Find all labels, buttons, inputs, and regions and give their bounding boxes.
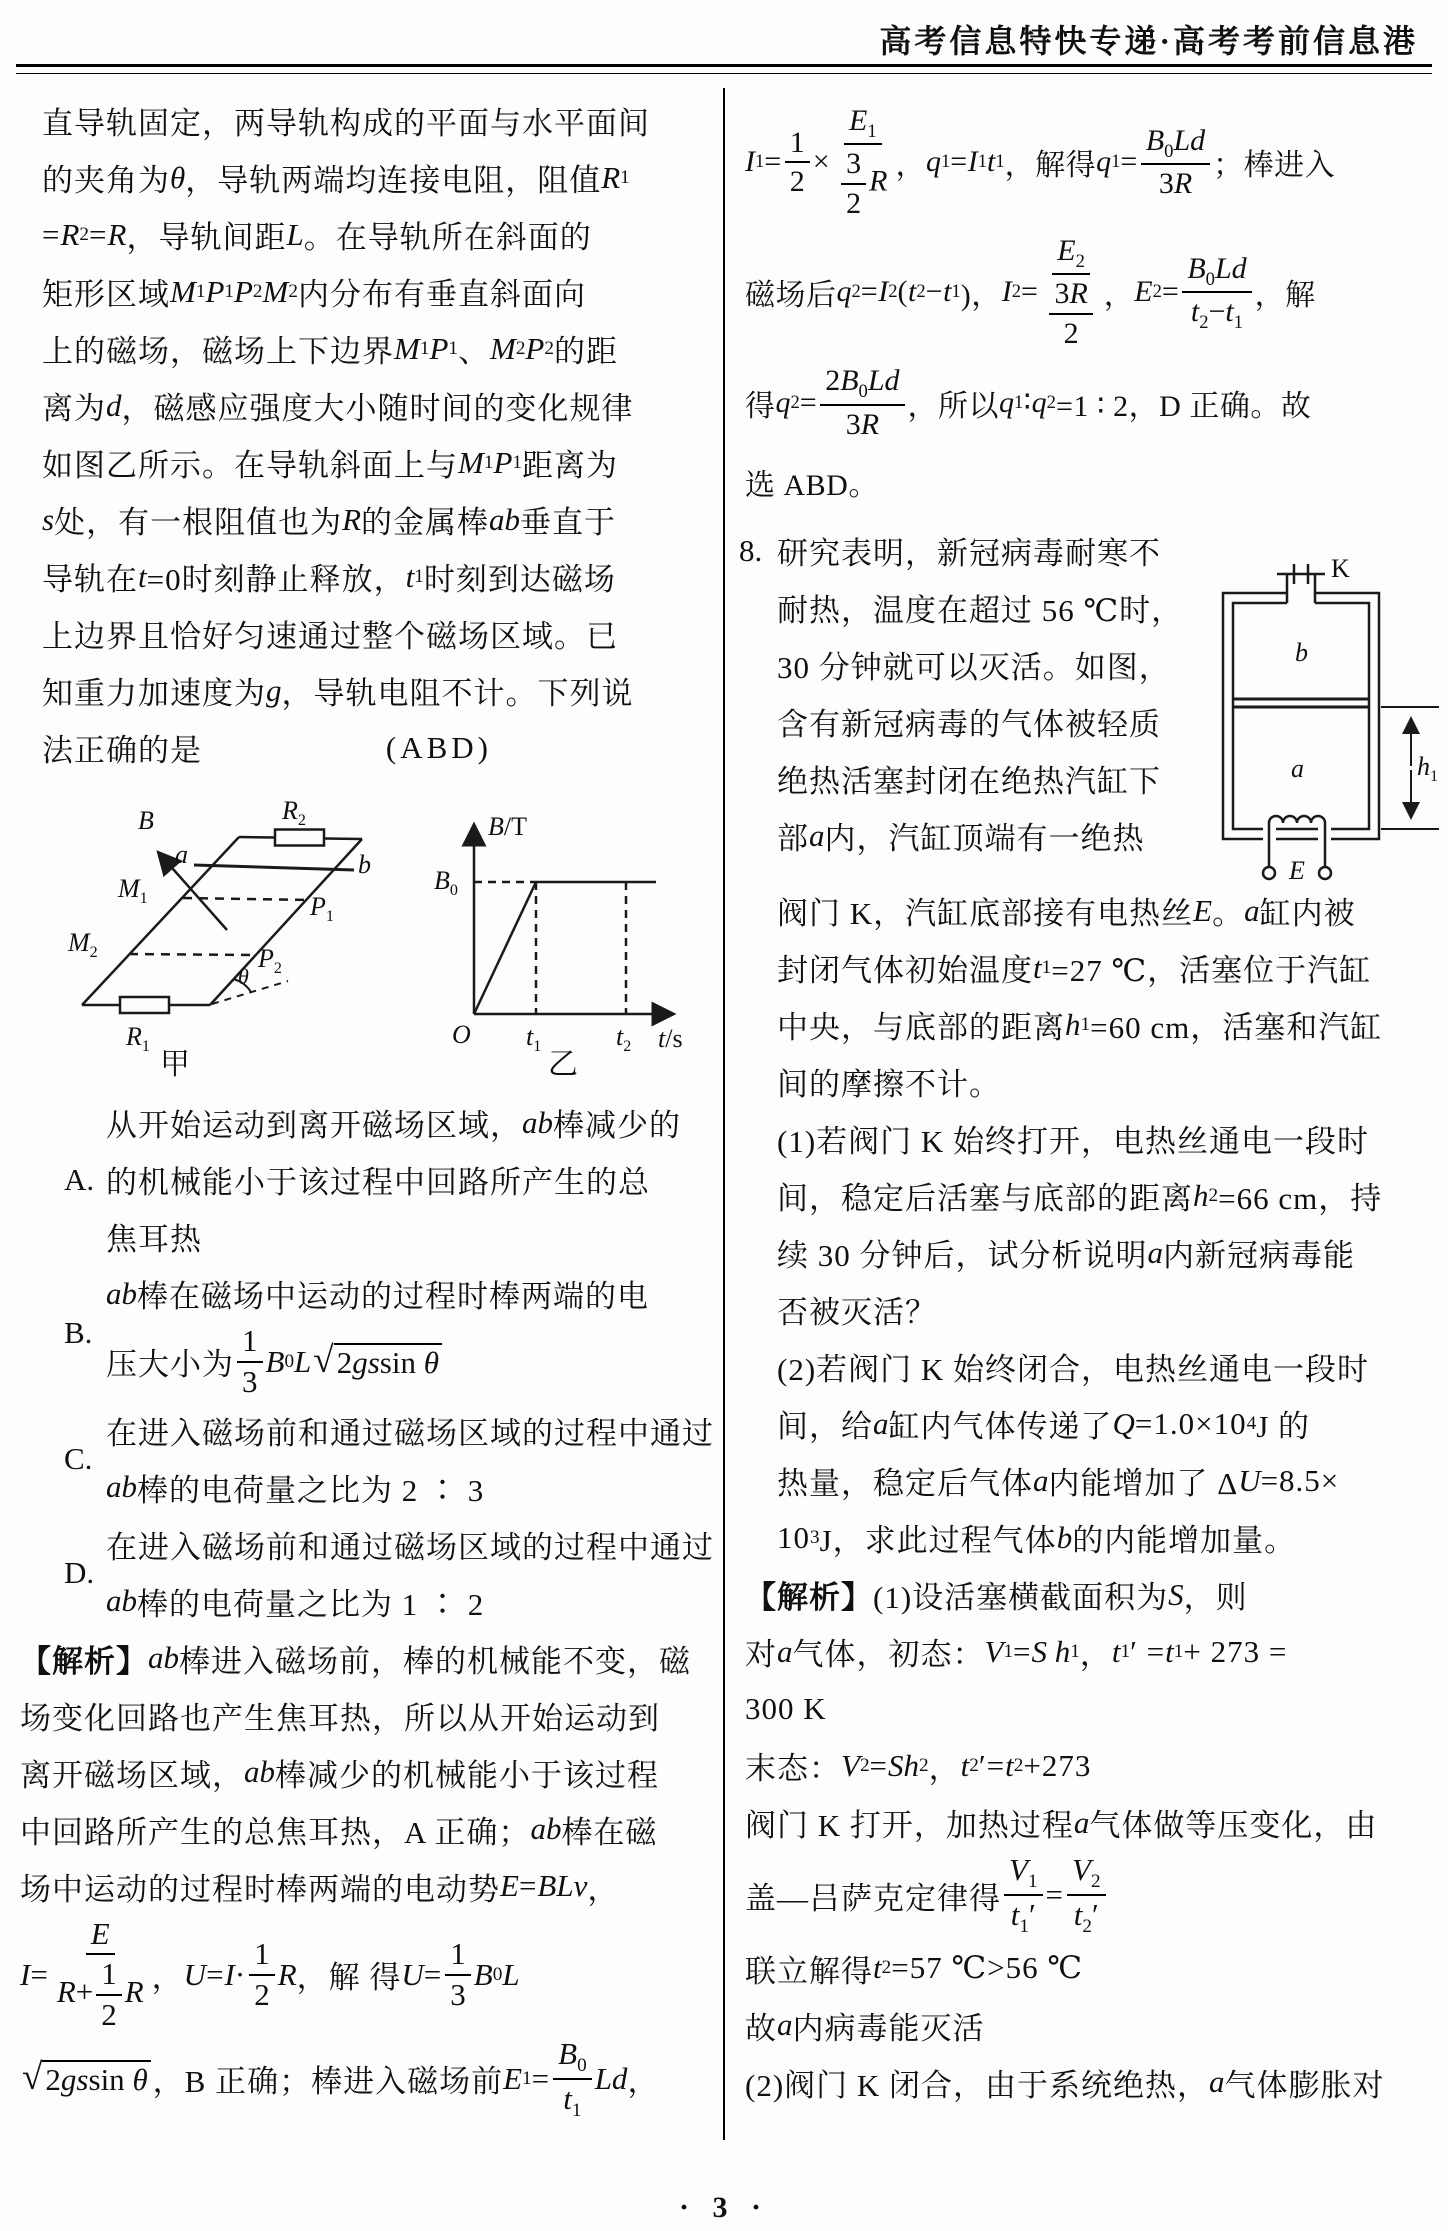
label-B-vector: B bbox=[138, 806, 154, 835]
label-valve-K: K bbox=[1331, 554, 1350, 584]
formula-line: 选 ABD。 bbox=[745, 468, 879, 502]
option-line: 在进入磁场前和通过磁场区域的过程中通过 bbox=[106, 1415, 714, 1451]
formula-line: I 1 = $\frac{1}{2}$ × $E_1$ $\frac{3}{2}$ R ， q 1 = I 1 t 1 ，解得 q 1 = $\frac{B_0Ld}{3R}$ ；棒进入 bbox=[745, 104, 1336, 220]
analysis-line: 场中运动的过程时棒两端的电动势 E = BLv ， bbox=[20, 1868, 620, 1907]
cylinder-diagram bbox=[1149, 526, 1448, 906]
analysis-line: 场变化回路也产生焦耳热，所以从开始运动到 bbox=[20, 1700, 660, 1736]
problem-text-paragraph bbox=[42, 92, 704, 719]
label-P1: $P_1$ bbox=[310, 892, 334, 926]
text-line: 上边界且恰好匀速通过整个磁场区域。已 bbox=[42, 619, 618, 654]
label-y-axis: B/T bbox=[488, 812, 527, 841]
text-line: (2)若阀门 K 始终闭合，电热丝通电一段时 bbox=[777, 1352, 1370, 1388]
option-line: 焦耳热 bbox=[106, 1222, 202, 1257]
analysis-line: (2)阀门 K 闭合，由于系统绝热， a 气体膨胀对 bbox=[745, 2064, 1385, 2103]
label-rod-b: b bbox=[358, 850, 371, 879]
text-line: 部 a 内，汽缸顶端有一绝热 bbox=[777, 817, 1145, 857]
text-line: 矩形区域 M 1 P 1 P 2 M 2 内分布有垂直斜面向 bbox=[42, 273, 586, 312]
text-line: 绝热活塞封闭在绝热汽缸下 bbox=[777, 764, 1161, 800]
formula-line: 磁场后 q 2 = I 2 ( t 2 − t 1 )， I 2 = $\frac{E_2}{\frac{3R}{2}}$ ， E 2 = $\frac{B_0Ld}{t_2-t_1}$ ，解 bbox=[745, 234, 1316, 350]
analysis-line: 盖—吕萨克定律得 $\frac{V_1}{t_1'}$ = $\frac{V_2}{t_2'}$ bbox=[745, 1851, 1435, 1939]
label-theta: θ bbox=[238, 964, 249, 989]
text-line: 直导轨固定，两导轨构成的平面与水平面间 bbox=[42, 106, 650, 141]
text-line: 导轨在 t =0时刻静止释放， t 1 时刻到达磁场 bbox=[42, 558, 616, 597]
option-line: 压大小为 $\frac{1}{3}$ B 0 L √ 2gssin θ bbox=[106, 1322, 649, 1402]
option-label: D. bbox=[64, 1554, 95, 1590]
figure-row bbox=[42, 782, 704, 1084]
header-double-rule bbox=[16, 64, 1432, 74]
text-line: 如图乙所示。在导轨斜面上与 M 1 P 1 距离为 bbox=[42, 444, 618, 483]
text-line: 封闭气体初始温度 t 1 =27 ℃，活塞位于汽缸 bbox=[777, 949, 1372, 989]
option-A bbox=[64, 1094, 704, 1265]
caption-yi: 乙 bbox=[548, 1048, 578, 1081]
analysis-line: 对 a 气体，初态： V 1 = S h 1 ， t 1 ′ = t 1 + 273 = bbox=[745, 1633, 1288, 1673]
option-label: A. bbox=[64, 1161, 95, 1197]
formula-line: 得 q 2 = $\frac{2B_0Ld}{3R}$ ，所以 q 1 ∶ q 2 =1 ∶ 2，D 正确。故 bbox=[745, 364, 1312, 441]
option-D bbox=[64, 1516, 714, 1630]
right-column bbox=[739, 92, 1439, 2111]
analysis-line: 【解析】 (1)设活塞横截面积为 S ，则 bbox=[745, 1576, 1248, 1616]
question-stem-last-line bbox=[42, 719, 704, 776]
figure-cylinder bbox=[1149, 526, 1448, 906]
analysis-line: 末态： V 2 = Sh 2 ， t 2 ′= t 2 +273 bbox=[745, 1747, 1092, 1787]
analysis-line: 阀门 K 打开，加热过程 a 气体做等压变化，由 bbox=[745, 1804, 1378, 1844]
text-line: 中央，与底部的距离 h 1 =60 cm，活塞和汽缸 bbox=[777, 1006, 1383, 1046]
solution-formula-block bbox=[745, 102, 1435, 510]
label-x-axis: t/s bbox=[658, 1024, 683, 1053]
analysis-right bbox=[745, 1566, 1435, 2110]
label-t2: $t_2$ bbox=[616, 1022, 632, 1056]
label-M2: $M_2$ bbox=[68, 928, 98, 962]
text-line: 间，稳定后活塞与底部的距离 h 2 =66 cm，持 bbox=[777, 1177, 1383, 1217]
text-line: s 处，有一根阻值也为 R 的金属棒 ab 垂直于 bbox=[42, 501, 617, 540]
analysis-line: 中回路所产生的总焦耳热，A 正确； ab 棒在磁 bbox=[20, 1811, 658, 1850]
option-label: B. bbox=[64, 1315, 93, 1351]
text-line: (1)若阀门 K 始终打开，电热丝通电一段时 bbox=[777, 1124, 1370, 1160]
option-line: ab 棒的电荷量之比为 1 ∶ 2 bbox=[106, 1583, 485, 1622]
text-line: 续 30 分钟后，试分析说明 a 内新冠病毒能 bbox=[777, 1234, 1355, 1274]
label-rod-a: a bbox=[175, 840, 188, 869]
option-line: 从开始运动到离开磁场区域， ab 棒减少的 bbox=[106, 1104, 681, 1143]
page-number: · 3 · bbox=[678, 2191, 769, 2224]
column-divider bbox=[723, 88, 725, 2140]
label-R2: $R_2$ bbox=[282, 796, 306, 830]
left-column bbox=[20, 92, 714, 2123]
label-B0: $B_0$ bbox=[434, 866, 458, 900]
stem-text: 法正确的是 bbox=[42, 733, 202, 768]
option-B bbox=[64, 1265, 704, 1402]
text-line: 离为 d ，磁感应强度大小随时间的变化规律 bbox=[42, 387, 634, 426]
analysis-line: 【解析】 ab 棒进入磁场前，棒的机械能不变，磁 bbox=[20, 1640, 691, 1679]
figure-jia-incline bbox=[42, 782, 420, 1084]
label-origin: O bbox=[452, 1020, 471, 1049]
analysis-line: 故 a 内病毒能灭活 bbox=[745, 2007, 985, 2046]
text-line: 研究表明，新冠病毒耐寒不 bbox=[777, 536, 1161, 572]
label-P2: $P_2$ bbox=[258, 944, 282, 978]
analysis-line: I = E R+ $\frac{1}{2}$ R ， U = I · $\frac{1}{2}$ R ，解 得 U = $\frac{1}{3}$ B 0 L bbox=[20, 1915, 520, 2032]
analysis-line: 联立解得 t 2 =57 ℃>56 ℃ bbox=[745, 1950, 1084, 1989]
problem8-text-full-width bbox=[777, 882, 1435, 1566]
page-header-title: 高考信息特快专递·高考考前信息港 bbox=[879, 23, 1418, 59]
text-line: 知重力加速度为 g ，导轨电阻不计。下列说 bbox=[42, 672, 634, 711]
text-line: 30 分钟就可以灭活。如图， bbox=[777, 650, 1171, 686]
text-line: = R 2 = R ，导轨间距 L 。在导轨所在斜面的 bbox=[42, 216, 592, 255]
option-C bbox=[64, 1402, 714, 1516]
label-M1: $M_1$ bbox=[118, 874, 148, 908]
text-line: 阀门 K，汽缸底部接有电热丝 E 。 a 缸内被 bbox=[777, 892, 1356, 932]
analysis-line: 离开磁场区域， ab 棒减少的机械能小于该过程 bbox=[20, 1754, 659, 1793]
option-label: C. bbox=[64, 1440, 93, 1476]
analysis-line: √ 2gssin θ ，B 正确；棒进入磁场前 E 1 = $\frac{B_0}{t_1}$ Ld ， bbox=[22, 2035, 660, 2122]
text-line: 上的磁场，磁场上下边界 M 1 P 1 、 M 2 P 2 的距 bbox=[42, 330, 618, 369]
problem-8 bbox=[739, 522, 1439, 1566]
text-line: 间，给 a 缸内气体传递了 Q =1.0×10 4 J 的 bbox=[777, 1405, 1311, 1445]
label-gas-a: a bbox=[1291, 754, 1304, 784]
analysis-line: 300 K bbox=[745, 1690, 827, 1726]
answer-key: (ABD) bbox=[385, 729, 492, 765]
analysis-left bbox=[20, 1630, 704, 2124]
text-line: 热量，稳定后气体 a 内能增加了 Δ U =8.5× bbox=[777, 1462, 1340, 1502]
label-gas-b: b bbox=[1295, 638, 1308, 668]
text-line: 含有新冠病毒的气体被轻质 bbox=[777, 707, 1161, 743]
option-line: ab 棒在磁场中运动的过程时棒两端的电 bbox=[106, 1275, 649, 1314]
option-line: ab 棒的电荷量之比为 2 ∶ 3 bbox=[106, 1469, 485, 1508]
problem-number: 8. bbox=[739, 532, 763, 568]
text-line: 耐热，温度在超过 56 ℃时， bbox=[777, 593, 1184, 629]
option-line: 的机械能小于该过程中回路所产生的总 bbox=[106, 1165, 650, 1200]
label-R1: $R_1$ bbox=[126, 1022, 150, 1056]
text-line: 10 3 J，求此过程气体 b 的内能增加量。 bbox=[777, 1519, 1297, 1559]
text-line: 间的摩擦不计。 bbox=[777, 1067, 1001, 1103]
option-line: 在进入磁场前和通过磁场区域的过程中通过 bbox=[106, 1529, 714, 1565]
text-line: 否被灭活？ bbox=[777, 1295, 937, 1331]
incline-diagram bbox=[42, 782, 420, 1084]
text-line: 的夹角为 θ ，导轨两端均连接电阻，阻值 R 1 bbox=[42, 159, 630, 198]
label-t1: $t_1$ bbox=[526, 1022, 542, 1056]
label-h1: $h_1$ bbox=[1417, 752, 1439, 786]
figure-yi-graph bbox=[426, 782, 706, 1084]
options-list bbox=[42, 1094, 714, 1630]
caption-jia: 甲 bbox=[160, 1048, 190, 1081]
label-heater-E: E bbox=[1289, 856, 1305, 886]
